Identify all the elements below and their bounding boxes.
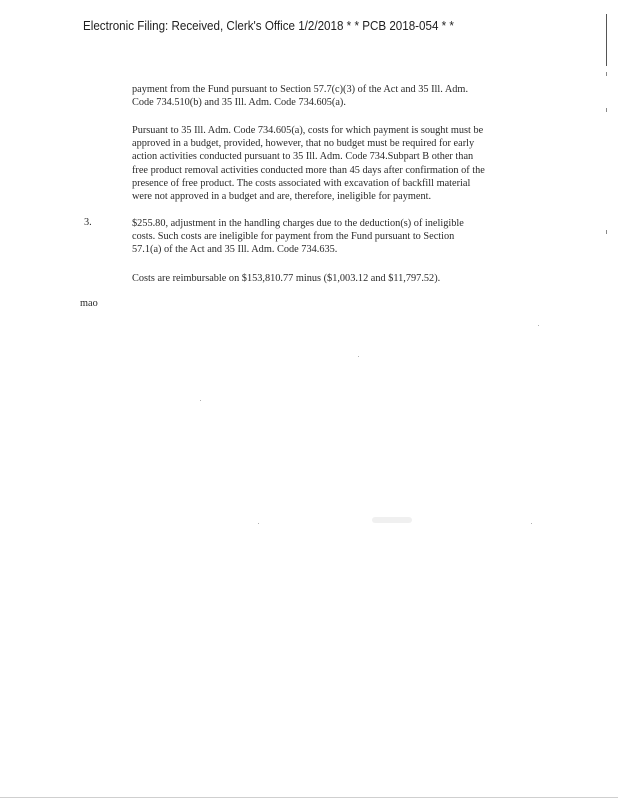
text-line: free product removal activities conducted more than 45 days after confirmation of the (132, 164, 485, 176)
scan-edge-mark (606, 72, 607, 76)
scan-speck (538, 325, 539, 326)
text-line: presence of free product. The costs associated with excavation of backfill material (132, 177, 471, 189)
paragraph-fund-payment (132, 83, 537, 109)
text-line: payment from the Fund pursuant to Section 57.7(c)(3) of the Act and 35 Ill. Adm. (132, 84, 469, 95)
paragraph-budget-requirement (132, 124, 537, 203)
scan-edge-mark (606, 230, 607, 234)
text-line: 57.1(a) of the Act and 35 Ill. Adm. Code 734.635. (132, 244, 338, 256)
electronic-filing-stamp: Electronic Filing: Received, Clerk's Office 1/2/2018 * * PCB 2018-054 * * (83, 19, 454, 33)
scan-speck (258, 523, 259, 524)
text-line: $255.80, adjustment in the handling charges due to the deduction(s) of ineligible (132, 218, 464, 229)
paragraph-reimbursable-summary: Costs are reimbursable on $153,810.77 minus ($1,003.12 and $11,797.52). (132, 273, 441, 284)
scan-smudge (372, 517, 412, 523)
paragraph-handling-charges (132, 217, 537, 257)
text-line: action activities conducted pursuant to 35 Ill. Adm. Code 734.Subpart B other than (132, 151, 474, 163)
scan-edge-mark (606, 108, 607, 112)
author-initials: mao (80, 298, 98, 309)
item-number: 3. (84, 217, 92, 228)
text-line: approved in a budget, provided, however, that no budget must be required for early (132, 138, 475, 150)
scan-speck (200, 400, 201, 401)
text-line: Pursuant to 35 Ill. Adm. Code 734.605(a), costs for which payment is sought must be (132, 125, 484, 136)
text-line: costs. Such costs are ineligible for payment from the Fund pursuant to Section (132, 231, 455, 243)
text-line: were not approved in a budget and are, therefore, ineligible for payment. (132, 191, 432, 203)
text-line: Code 734.510(b) and 35 Ill. Adm. Code 734.605(a). (132, 97, 346, 109)
scan-speck (358, 356, 359, 357)
scan-speck (531, 523, 532, 524)
page-bottom-edge (0, 797, 618, 798)
scan-edge-line (606, 14, 607, 66)
